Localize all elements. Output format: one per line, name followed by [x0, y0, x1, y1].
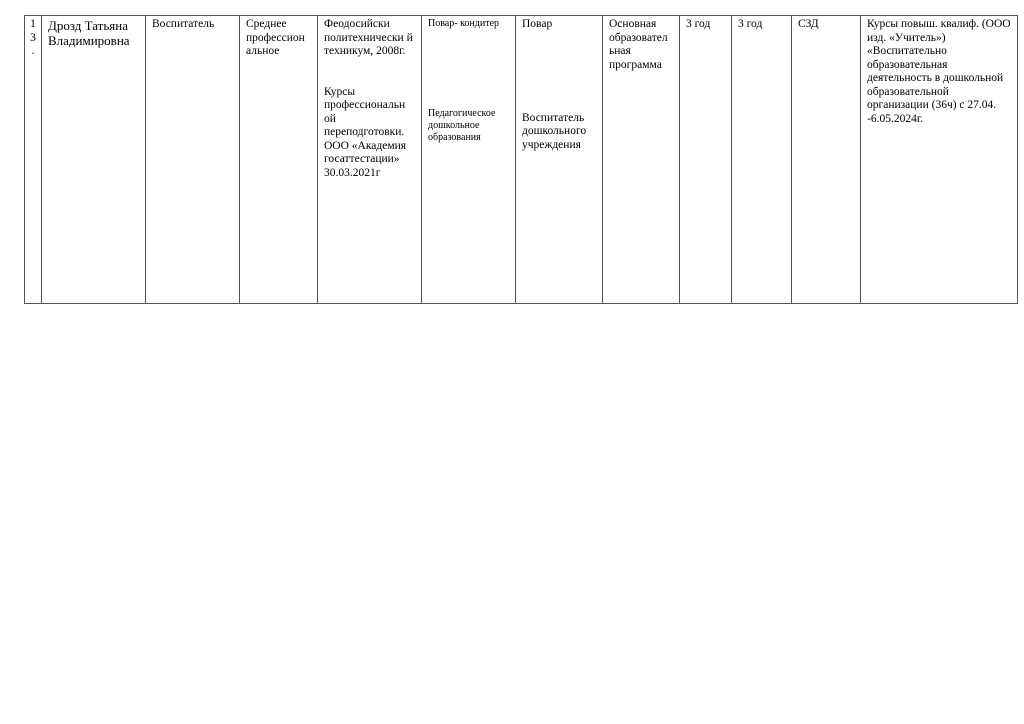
- certification: СЗД: [798, 18, 819, 30]
- specialty-cell: [422, 16, 516, 304]
- row-number-digit: .: [31, 45, 35, 57]
- full-name: Дрозд Татьяна Владимировна: [48, 18, 130, 48]
- row-number-digit: 1: [30, 18, 36, 30]
- training-cell: [861, 16, 1018, 304]
- row-number-cell: [25, 16, 42, 304]
- institution-main: Феодосийски политехнически й техникум, 2008г.: [324, 18, 413, 57]
- specialty-primary: Повар- кондитер: [428, 18, 500, 29]
- institution-cell: [318, 16, 422, 304]
- position: Воспитатель: [152, 18, 215, 30]
- row-number-digit: 3: [30, 31, 36, 44]
- education-level: Среднее профессион альное: [246, 18, 305, 57]
- spacer: [522, 32, 596, 112]
- table-row: [25, 16, 1018, 304]
- staff-table: [24, 15, 1018, 304]
- full-name-cell: [42, 16, 146, 304]
- education-level-cell: [240, 16, 318, 304]
- certification-cell: [792, 16, 861, 304]
- specialty-secondary: Педагогическое дошкольное образования: [428, 108, 496, 143]
- qualification-cell: [516, 16, 603, 304]
- spacer: [428, 30, 509, 108]
- position-cell: [146, 16, 240, 304]
- institution-retraining: Курсы профессиональн ой переподготовки. ООО «Академия госаттестации» 30.03.2021г: [324, 85, 407, 179]
- qualification-secondary: Воспитатель дошкольного учреждения: [522, 111, 587, 151]
- training: Курсы повыш. квалиф. (ООО изд. «Учитель») «Воспитательно образовательная деятельность в дошкольной образовательной организации (36ч) с 27.04. -6.05.2024г.: [867, 18, 1011, 125]
- qualification-primary: Повар: [522, 18, 553, 30]
- program-cell: [603, 16, 680, 304]
- teaching-experience: 3 год: [738, 18, 763, 30]
- program: Основная образовател ьная программа: [609, 18, 668, 71]
- teaching-experience-cell: [732, 16, 792, 304]
- spacer: [324, 59, 415, 86]
- total-experience: 3 год: [686, 18, 711, 30]
- total-experience-cell: [680, 16, 732, 304]
